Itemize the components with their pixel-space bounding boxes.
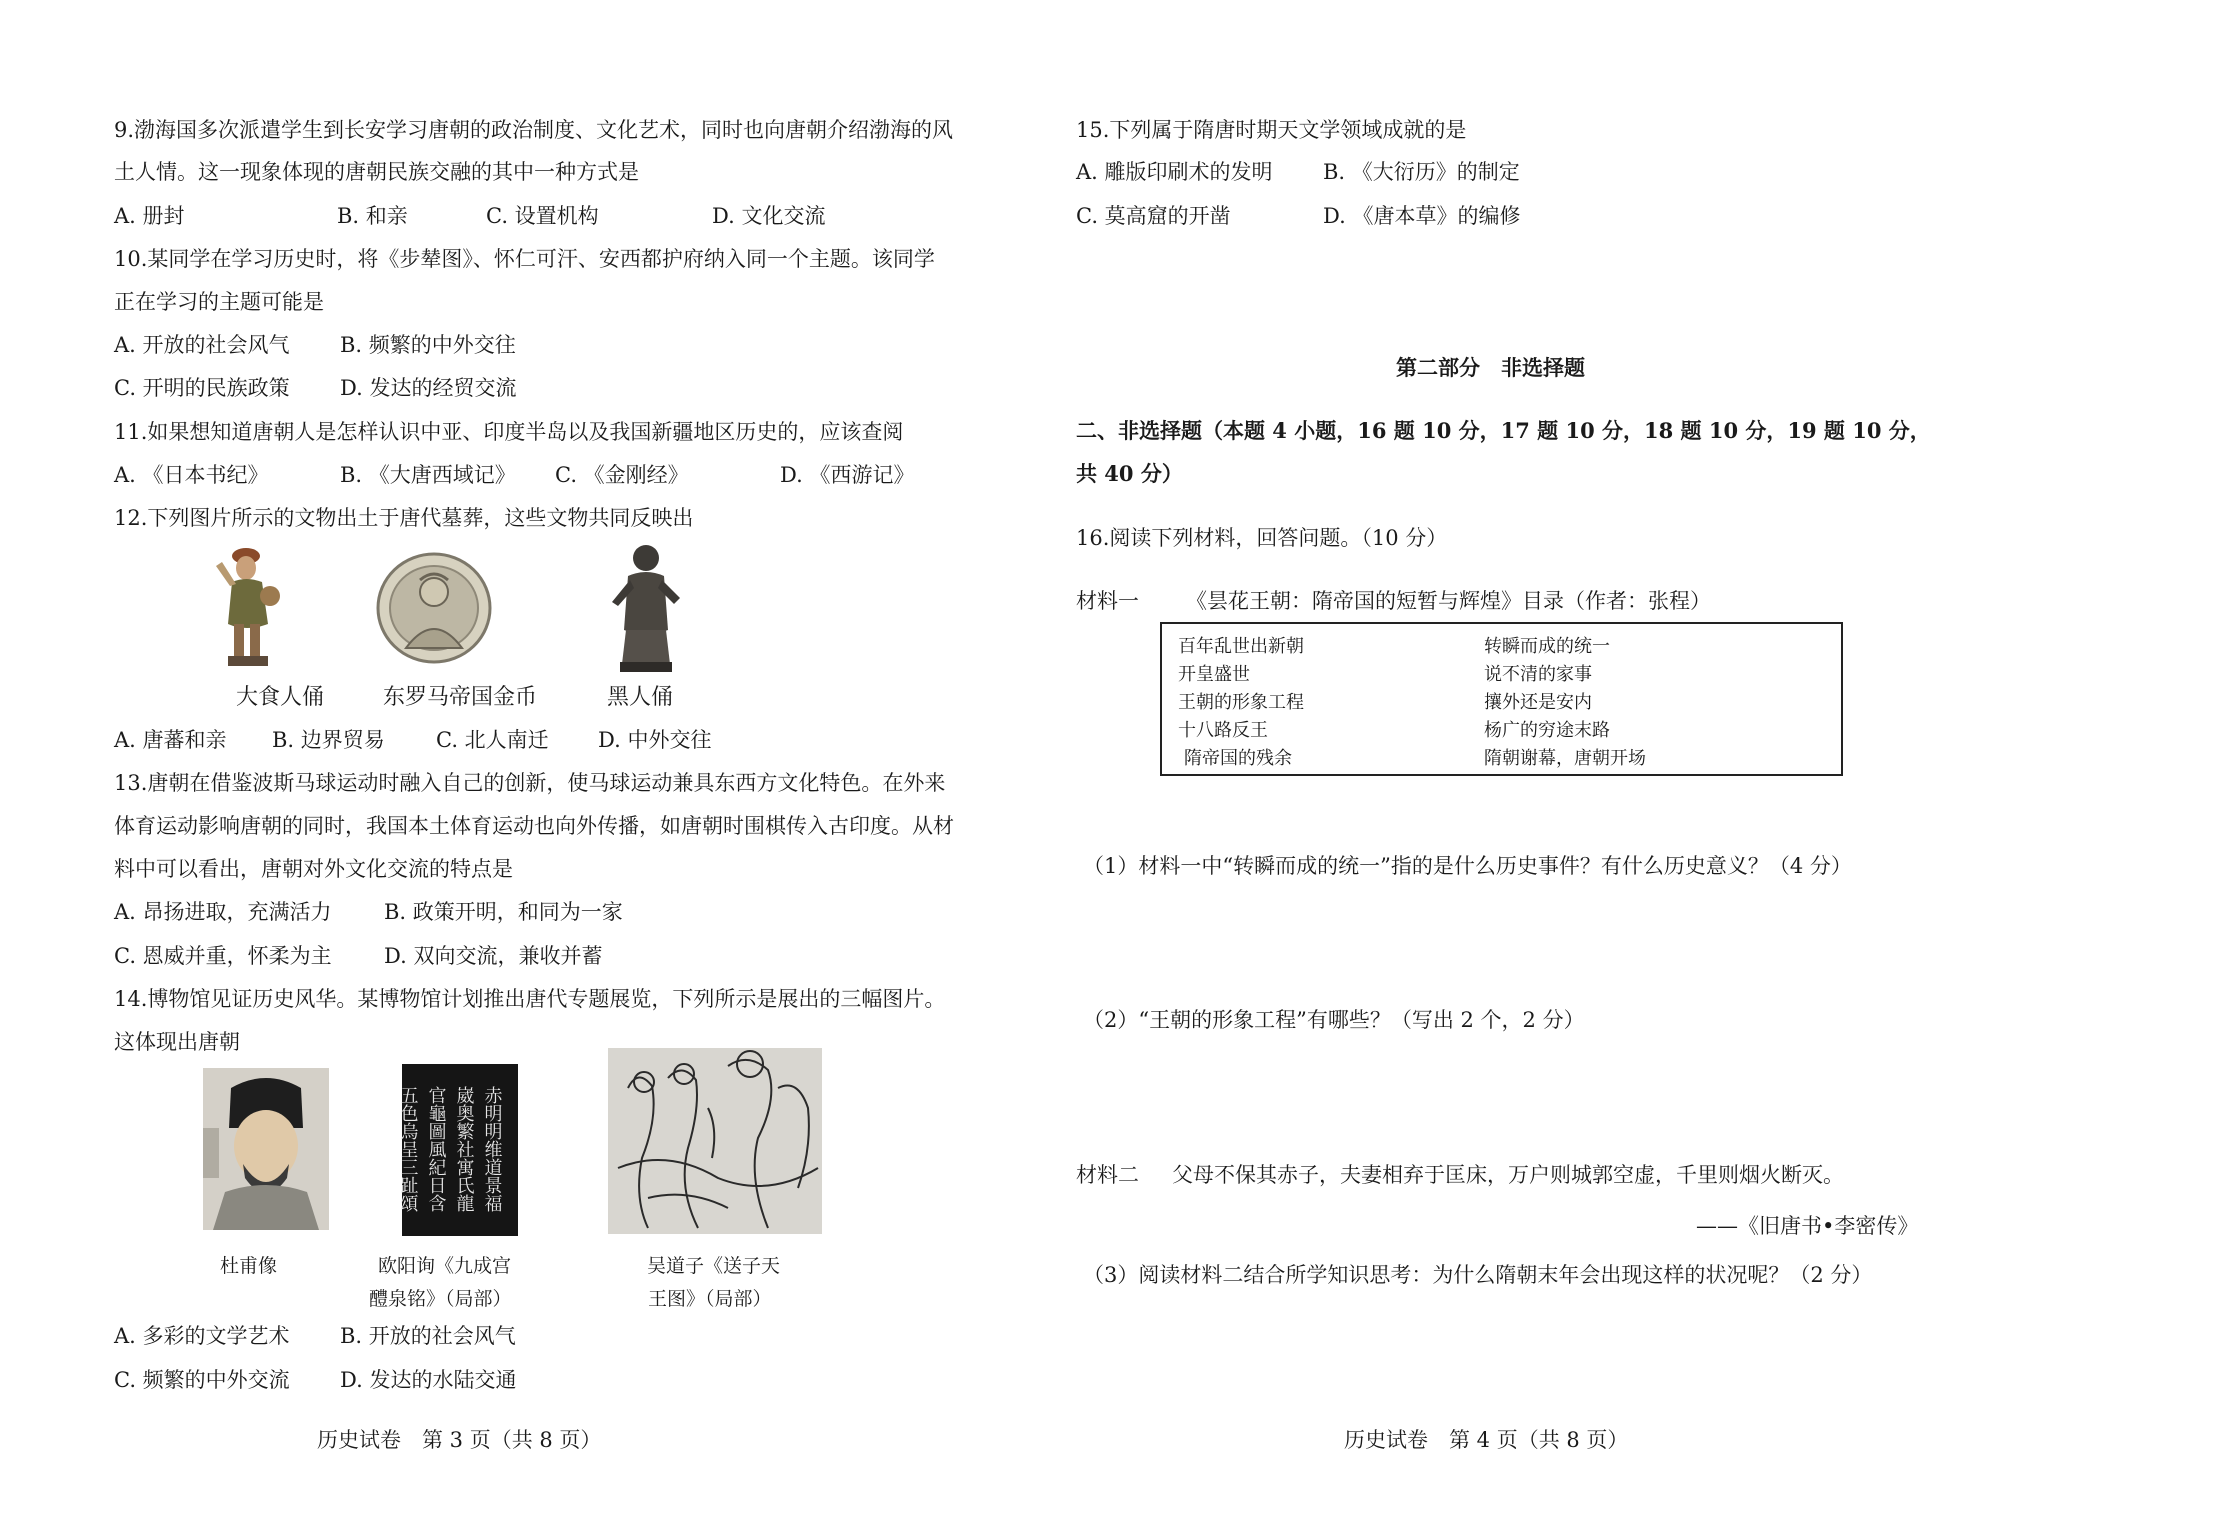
byzantine-gold-coin-image bbox=[376, 552, 492, 664]
q9-option-b: B. 和亲 bbox=[337, 204, 408, 228]
q16-sub2: （2）“王朝的形象工程”有哪些？（写出 2 个，2 分） bbox=[1083, 1008, 1585, 1032]
q15-stem: 15.下列属于隋唐时期天文学领域成就的是 bbox=[1076, 118, 1467, 142]
q9-option-a: A. 册封 bbox=[114, 204, 185, 228]
q11-option-c: C. 《金刚经》 bbox=[555, 463, 689, 487]
byzantine-coin-caption: 东罗马帝国金币 bbox=[383, 685, 538, 710]
q14-stem-line1: 14.博物馆见证历史风华。某博物馆计划推出唐代专题展览，下列所示是展出的三幅图片。 bbox=[114, 987, 946, 1011]
q14-stem-line2: 这体现出唐朝 bbox=[114, 1030, 240, 1054]
q15-option-d: D. 《唐本草》的编修 bbox=[1323, 204, 1521, 228]
q15-option-a: A. 雕版印刷术的发明 bbox=[1076, 160, 1273, 184]
q9-stem-line1: 9.渤海国多次派遣学生到长安学习唐朝的政治制度、文化艺术，同时也向唐朝介绍渤海的风 bbox=[114, 118, 954, 142]
material1-label: 材料一 bbox=[1076, 589, 1139, 613]
q15-option-c: C. 莫高窟的开凿 bbox=[1076, 204, 1231, 228]
q14-option-d: D. 发达的水陆交通 bbox=[340, 1368, 517, 1392]
du-fu-caption: 杜甫像 bbox=[220, 1255, 278, 1277]
q11-option-a: A. 《日本书纪》 bbox=[114, 463, 269, 487]
q13-option-b: B. 政策开明，和同为一家 bbox=[384, 900, 623, 924]
calligraphy-col-4: 五色烏呈三趾頌 bbox=[397, 1086, 419, 1212]
q12-option-d: D. 中外交往 bbox=[598, 728, 712, 752]
q14-option-c: C. 频繁的中外交流 bbox=[114, 1368, 290, 1392]
ouyang-xun-caption-line1: 欧阳询《九成宫 bbox=[378, 1255, 512, 1277]
q9-option-c: C. 设置机构 bbox=[486, 204, 599, 228]
q16-stem: 16.阅读下列材料，回答问题。（10 分） bbox=[1076, 526, 1448, 550]
part2-title: 第二部分 非选择题 bbox=[1396, 355, 1585, 380]
wu-daozi-caption-line1: 吴道子《送子天 bbox=[647, 1255, 781, 1277]
toc-right-3: 攘外还是安内 bbox=[1484, 692, 1592, 713]
section-heading-line2: 共 40 分） bbox=[1076, 461, 1183, 486]
q14-option-b: B. 开放的社会风气 bbox=[340, 1324, 516, 1348]
toc-right-4: 杨广的穷途末路 bbox=[1484, 720, 1610, 741]
calligraphy-col-3: 官龜圖風紀日含 bbox=[425, 1086, 447, 1212]
material2-text: 父母不保其赤子，夫妻相弃于匡床，万户则城郭空虚，千里则烟火断灭。 bbox=[1172, 1163, 1844, 1187]
q16-sub3: （3）阅读材料二结合所学知识思考：为什么隋朝末年会出现这样的状况呢？（2 分） bbox=[1083, 1263, 1873, 1287]
q12-option-c: C. 北人南迁 bbox=[436, 728, 549, 752]
calligraphy-col-1: 赤明明维道景福 bbox=[481, 1086, 503, 1212]
q10-stem-line1: 10.某同学在学习历史时，将《步辇图》、怀仁可汗、安西都护府纳入同一个主题。该同学 bbox=[114, 247, 935, 271]
q13-stem-line3: 料中可以看出，唐朝对外文化交流的特点是 bbox=[114, 857, 513, 881]
q13-stem-line2: 体育运动影响唐朝的同时，我国本土体育运动也向外传播，如唐朝时围棋传入古印度。从材 bbox=[114, 814, 954, 838]
toc-left-5: 隋帝国的残余 bbox=[1184, 748, 1292, 769]
material2-label: 材料二 bbox=[1076, 1163, 1139, 1187]
q11-option-d: D. 《西游记》 bbox=[780, 463, 915, 487]
q15-option-b: B. 《大衍历》的制定 bbox=[1323, 160, 1520, 184]
section-heading-line1: 二、非选择题（本题 4 小题，16 题 10 分，17 题 10 分，18 题 10 分，19 题 10 分， bbox=[1076, 418, 1931, 443]
q10-option-a: A. 开放的社会风气 bbox=[114, 333, 290, 357]
q11-option-b: B. 《大唐西域记》 bbox=[340, 463, 516, 487]
q12-option-a: A. 唐蕃和亲 bbox=[114, 728, 227, 752]
material1-table-of-contents bbox=[1160, 622, 1843, 776]
dashi-figurine-caption: 大食人俑 bbox=[236, 685, 325, 710]
q13-option-c: C. 恩威并重，怀柔为主 bbox=[114, 944, 332, 968]
toc-right-5: 隋朝谢幕，唐朝开场 bbox=[1484, 748, 1646, 769]
toc-left-2: 开皇盛世 bbox=[1178, 664, 1250, 685]
material2-source: ——《旧唐书•李密传》 bbox=[1696, 1214, 1919, 1238]
page-footer-left: 历史试卷 第 3 页（共 8 页） bbox=[317, 1428, 602, 1452]
calligraphy-col-2: 崴奥繁社寓氏龍 bbox=[453, 1086, 475, 1212]
page-footer-right: 历史试卷 第 4 页（共 8 页） bbox=[1344, 1428, 1629, 1452]
q10-stem-line2: 正在学习的主题可能是 bbox=[114, 290, 324, 314]
toc-right-1: 转瞬而成的统一 bbox=[1484, 636, 1610, 657]
q10-option-d: D. 发达的经贸交流 bbox=[340, 376, 517, 400]
q11-stem: 11.如果想知道唐朝人是怎样认识中亚、印度半岛以及我国新疆地区历史的，应该查阅 bbox=[114, 420, 904, 444]
q9-stem-line2: 土人情。这一现象体现的唐朝民族交融的其中一种方式是 bbox=[114, 160, 639, 184]
toc-left-3: 王朝的形象工程 bbox=[1178, 692, 1304, 713]
black-figurine-image bbox=[604, 540, 688, 676]
q13-option-d: D. 双向交流，兼收并蓄 bbox=[384, 944, 603, 968]
q10-option-c: C. 开明的民族政策 bbox=[114, 376, 290, 400]
songzi-tianwang-painting-image bbox=[608, 1048, 822, 1234]
toc-right-2: 说不清的家事 bbox=[1484, 664, 1592, 685]
q16-sub1: （1）材料一中“转瞬而成的统一”指的是什么历史事件？有什么历史意义？（4 分） bbox=[1083, 854, 1852, 878]
dashi-figurine-image bbox=[212, 544, 290, 672]
q13-stem-line1: 13.唐朝在借鉴波斯马球运动时融入自己的创新，使马球运动兼具东西方文化特色。在外来 bbox=[114, 771, 946, 795]
material1-title: 《昙花王朝：隋帝国的短暂与辉煌》目录（作者：张程） bbox=[1186, 589, 1711, 613]
du-fu-portrait-image bbox=[203, 1068, 329, 1230]
q12-option-b: B. 边界贸易 bbox=[272, 728, 385, 752]
wu-daozi-caption-line2: 王图》（局部） bbox=[648, 1288, 772, 1310]
q9-option-d: D. 文化交流 bbox=[712, 204, 826, 228]
toc-left-1: 百年乱世出新朝 bbox=[1178, 636, 1304, 657]
ouyang-xun-caption-line2: 醴泉铭》（局部） bbox=[369, 1288, 512, 1310]
black-figurine-caption: 黑人俑 bbox=[607, 685, 674, 710]
q12-stem: 12.下列图片所示的文物出土于唐代墓葬，这些文物共同反映出 bbox=[114, 506, 694, 530]
jiuchenggong-calligraphy-image bbox=[397, 1064, 518, 1236]
q13-option-a: A. 昂扬进取，充满活力 bbox=[114, 900, 332, 924]
toc-left-4: 十八路反王 bbox=[1178, 720, 1268, 741]
q14-option-a: A. 多彩的文学艺术 bbox=[114, 1324, 290, 1348]
q10-option-b: B. 频繁的中外交往 bbox=[340, 333, 516, 357]
